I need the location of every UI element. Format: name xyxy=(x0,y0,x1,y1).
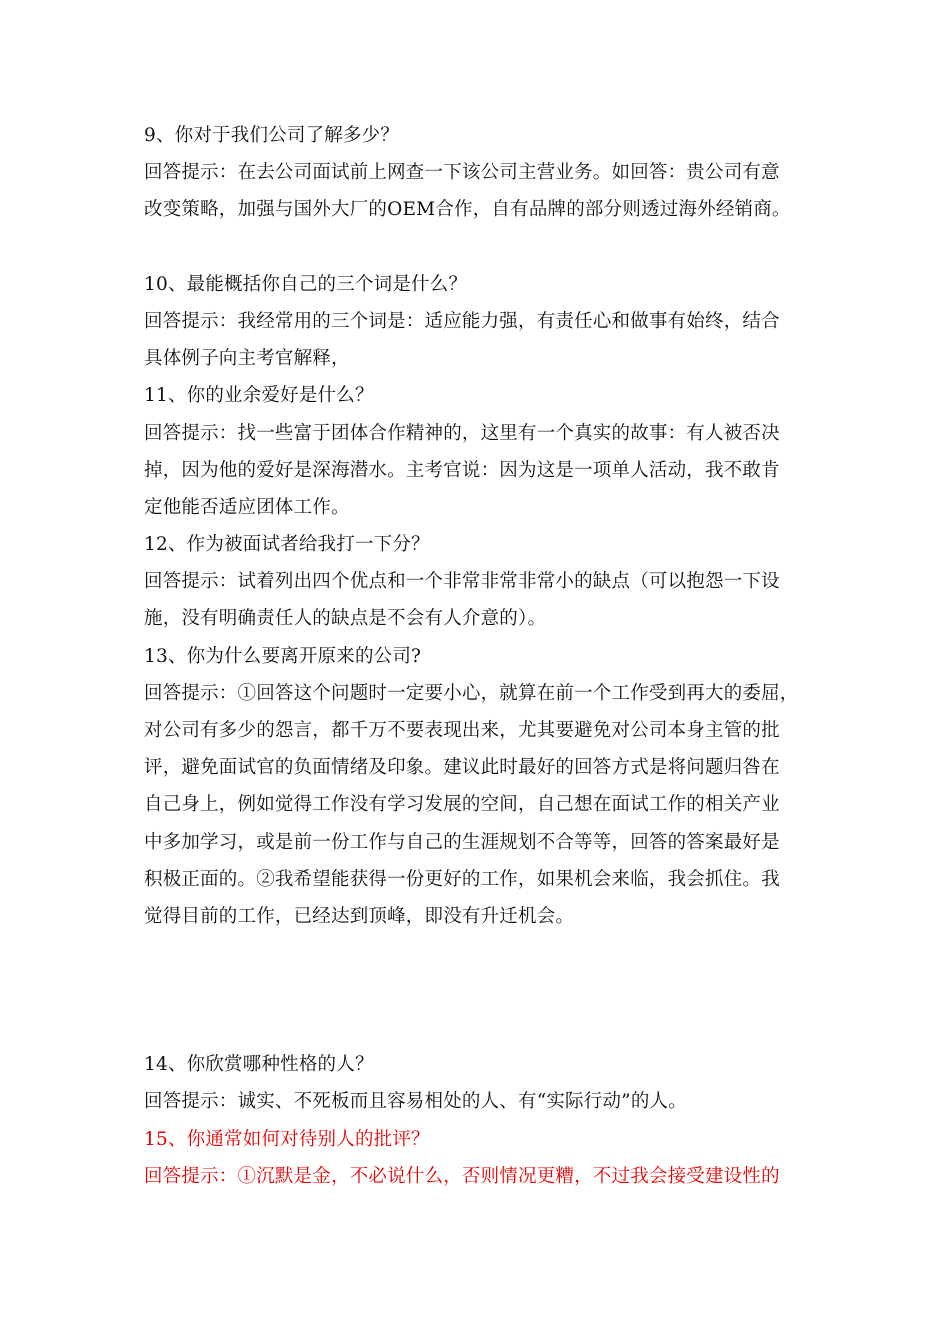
question-14: 14、你欣赏哪种性格的人？ xyxy=(144,1054,374,1076)
answer-14-line-1: 回答提示：诚实、不死板而且容易相处的人、有“实际行动”的人。 xyxy=(144,1091,687,1113)
answer-11-line-3: 定他能否适应团体工作。 xyxy=(144,496,350,518)
answer-15-line-1: 回答提示：①沉默是金，不必说什么，否则情况更糟，不过我会接受建设性的 xyxy=(144,1165,780,1187)
answer-13-line-6: 积极正面的。②我希望能获得一份更好的工作，如果机会来临，我会抓住。我 xyxy=(144,868,780,890)
spacer xyxy=(144,935,814,1046)
question-10: 10、最能概括你自己的三个词是什么？ xyxy=(144,273,468,295)
answer-13-line-5: 中多加学习，或是前一份工作与自己的生涯规划不合等等，回答的答案最好是 xyxy=(144,831,780,853)
question-9: 9、你对于我们公司了解多少？ xyxy=(144,125,400,146)
question-15: 15、你通常如何对待别人的批评？ xyxy=(144,1128,430,1150)
answer-13-line-1: 回答提示：①回答这个问题时一定要小心，就算在前一个工作受到再大的委屈， xyxy=(144,682,799,704)
answer-13-line-3: 评，避免面试官的负面情绪及印象。建议此时最好的回答方式是将问题归咎在 xyxy=(144,757,780,779)
spacer xyxy=(144,229,814,266)
answer-13-line-7: 觉得目前的工作，已经达到顶峰，即没有升迁机会。 xyxy=(144,905,575,927)
answer-10-line-2: 具体例子向主考官解释， xyxy=(144,348,350,370)
answer-9-line-1: 回答提示：在去公司面试前上网查一下该公司主营业务。如回答：贵公司有意 xyxy=(144,162,780,184)
answer-10-line-1: 回答提示：我经常用的三个词是：适应能力强，有责任心和做事有始终，结合 xyxy=(144,310,780,332)
question-12: 12、作为被面试者给我打一下分？ xyxy=(144,534,430,556)
question-13: 13、你为什么要离开原来的公司? xyxy=(144,645,422,667)
answer-13-line-4: 自己身上，例如觉得工作没有学习发展的空间，自己想在面试工作的相关产业 xyxy=(144,794,780,816)
answer-12-line-2: 施，没有明确责任人的缺点是不会有人介意的）。 xyxy=(144,608,547,630)
answer-9-line-2: 改变策略，加强与国外大厂的OEM合作，自有品牌的部分则透过海外经销商。 xyxy=(144,199,791,221)
answer-12-line-1: 回答提示：试着列出四个优点和一个非常非常非常小的缺点（可以抱怨一下设 xyxy=(144,571,780,593)
answer-13-line-2: 对公司有多少的怨言，都千万不要表现出来，尤其要避免对公司本身主管的批 xyxy=(144,720,780,741)
document-body xyxy=(144,117,814,1195)
answer-11-line-2: 掉，因为他的爱好是深海潜水。主考官说：因为这是一项单人活动，我不敢肯 xyxy=(144,459,780,481)
answer-11-line-1: 回答提示：找一些富于团体合作精神的，这里有一个真实的故事：有人被否决 xyxy=(144,422,780,444)
question-11: 11、你的业余爱好是什么？ xyxy=(144,385,374,407)
